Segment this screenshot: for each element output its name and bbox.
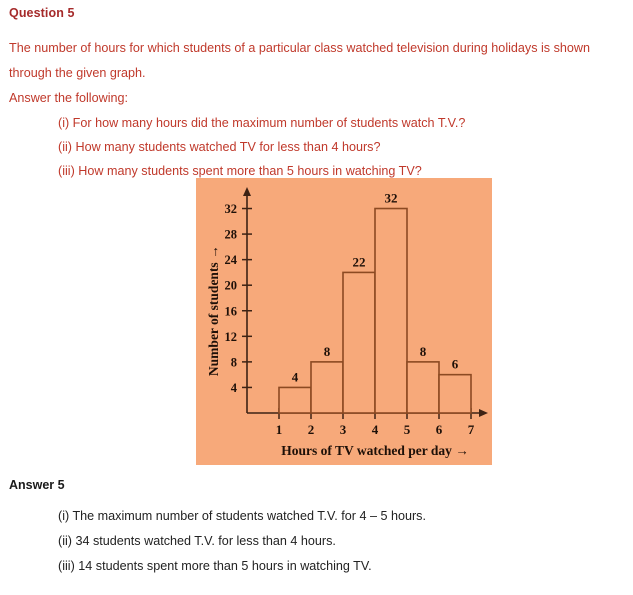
sub-question-list [58,111,465,183]
histogram-bar [311,362,343,413]
answer-list [58,504,426,579]
histogram-figure [196,178,492,465]
histogram-svg [196,178,492,465]
y-axis-tick-label: 8 [230,355,237,370]
sub-question-i: (i) For how many hours did the maximum number of students watch T.V.? [58,116,466,130]
x-axis-tick-label: 2 [307,422,315,437]
answer-heading: Answer 5 [9,478,65,492]
bar-value-label: 8 [323,343,331,359]
x-axis-arrow [479,409,488,417]
sub-question-ii: (ii) How many students watched TV for less than 4 hours? [58,140,381,154]
bar-value-label: 4 [291,369,299,385]
bar-value-label: 32 [384,190,398,206]
y-axis-tick-label: 32 [224,202,237,217]
histogram-bar [375,209,407,413]
y-axis-title: Number of students → [206,245,221,377]
y-axis-arrow [243,187,251,196]
x-axis-tick-label: 3 [339,422,347,437]
bar-value-label: 8 [419,343,427,359]
y-axis-tick-label: 24 [224,253,237,268]
question-heading: Question 5 [9,6,75,20]
x-axis-tick-label: 5 [403,422,411,437]
x-axis-title: Hours of TV watched per day → [281,443,469,458]
histogram-bar [343,272,375,413]
x-axis-tick-label: 4 [371,422,379,437]
bar-value-label: 22 [352,254,366,270]
y-axis-tick-label: 12 [224,329,237,344]
y-axis-tick-label: 16 [224,304,237,319]
answer-item-ii: (ii) 34 students watched T.V. for less than 4 hours. [58,534,336,548]
question-lead-in: Answer the following: [9,91,129,105]
x-axis-tick-label: 6 [435,422,443,437]
question-paragraph: The number of hours for which students of a particular class watched television during holidays is shown through the given graph. [9,41,591,80]
histogram-bar [279,387,311,413]
x-axis-tick-label: 7 [467,422,475,437]
question-body [9,36,627,111]
y-axis-tick-label: 20 [224,278,237,293]
histogram-bar [407,362,439,413]
answer-item-iii: (iii) 14 students spent more than 5 hours in watching TV. [58,559,372,573]
histogram-bar [439,375,471,413]
answer-item-i: (i) The maximum number of students watched T.V. for 4 – 5 hours. [58,509,426,523]
sub-question-iii: (iii) How many students spent more than 5 hours in watching TV? [58,164,422,178]
bar-value-label: 6 [451,356,459,372]
y-axis-tick-label: 28 [224,227,237,242]
y-axis-tick-label: 4 [230,380,237,395]
x-axis-tick-label: 1 [275,422,283,437]
